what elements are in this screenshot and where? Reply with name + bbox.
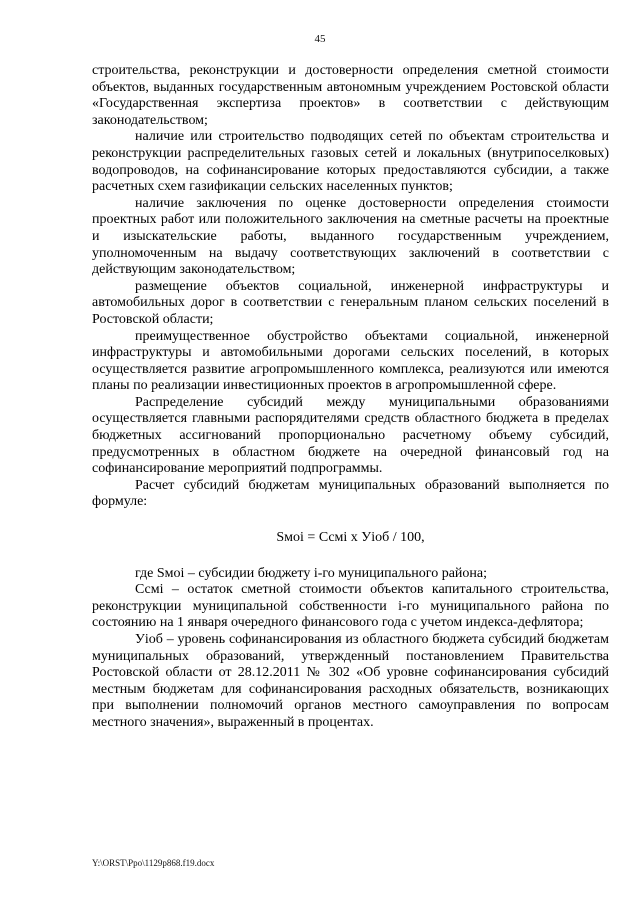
paragraph-priority: преимущественное обустройство объектами социальной, инженерной инфраструктуры и автомобильными дорогами сельских поселений, в которых осуществляется развитие агропромышленного комплекса, реализуются или имеются планы по реализации инвестиционных проектов в агропромышленной сфере. (92, 328, 609, 394)
definition-uiob: Уioб – уровень софинансирования из областного бюджета субсидий бюджетам муниципальных образований, утвержденный постановлением Правительства Ростовской области от 28.12.2011 № 302 «Об уровне софинансирования субсидий местным бюджетам для софинансирования расходных обязательств, возникающих при выполнении полномочий органов местного самоуправления по вопросам местного значения», выраженный в процентах. (92, 632, 609, 730)
paragraph-cost-assessment: наличие заключения по оценке достоверности определения стоимости проектных работ или положительного заключения на сметные расчеты на проектные и изыскательские работы, выданного государственным учреждением, уполномоченным на выдачу соответствующих заключений в соответствии с действующим законодательством; (92, 195, 609, 278)
paragraph-distribution: Распределение субсидий между муниципальными образованиями осуществляется главными распорядителями средств областного бюджета в пределах бюджетных ассигнований пропорционально расчетному объему субсидий, предусмотренных в областном бюджете на очередной финансовый год на софинансирование мероприятий подпрограммы. (92, 394, 609, 477)
paragraph-continuation: строительства, реконструкции и достоверности определения сметной стоимости объектов, выданных государственным автономным учреждением Ростовской области «Государственная экспертиза проектов» в соответствии с действующим законодательством; (92, 63, 609, 128)
page-number: 45 (314, 33, 326, 45)
paragraph-calculation: Расчет субсидий бюджетам муниципальных образований выполняется по формуле: (92, 477, 609, 510)
paragraph-gas-networks: наличие или строительство подводящих сетей по объектам строительства и реконструкции распределительных газовых сетей и локальных (внутрипоселковых) водопроводов, на софинансирование которых предоставляются субсидии, а также расчетных схем газификации сельских населенных пунктов; (92, 129, 609, 195)
definition-ssmi: Ссмi – остаток сметной стоимости объектов капитального строительства, реконструкции муниципальной собственности i-го муниципального района по состоянию на 1 января очередного финансового года с учетом индекса-дефлятора; (92, 582, 609, 631)
paragraph-placement: размещение объектов социальной, инженерной инфраструктуры и автомобильных дорог в соответствии с генеральным планом сельских поселений в Ростовской области; (92, 278, 609, 327)
document-body (92, 63, 609, 732)
formula: Sмoi = Ссмi x Уioб / 100, (276, 530, 425, 546)
footer-file-path: Y:\ORST\Ppo\1129p868.f19.docx (92, 858, 215, 868)
definition-smoi: где Sмoi – субсидии бюджету i-го муниципального района; (135, 565, 487, 581)
